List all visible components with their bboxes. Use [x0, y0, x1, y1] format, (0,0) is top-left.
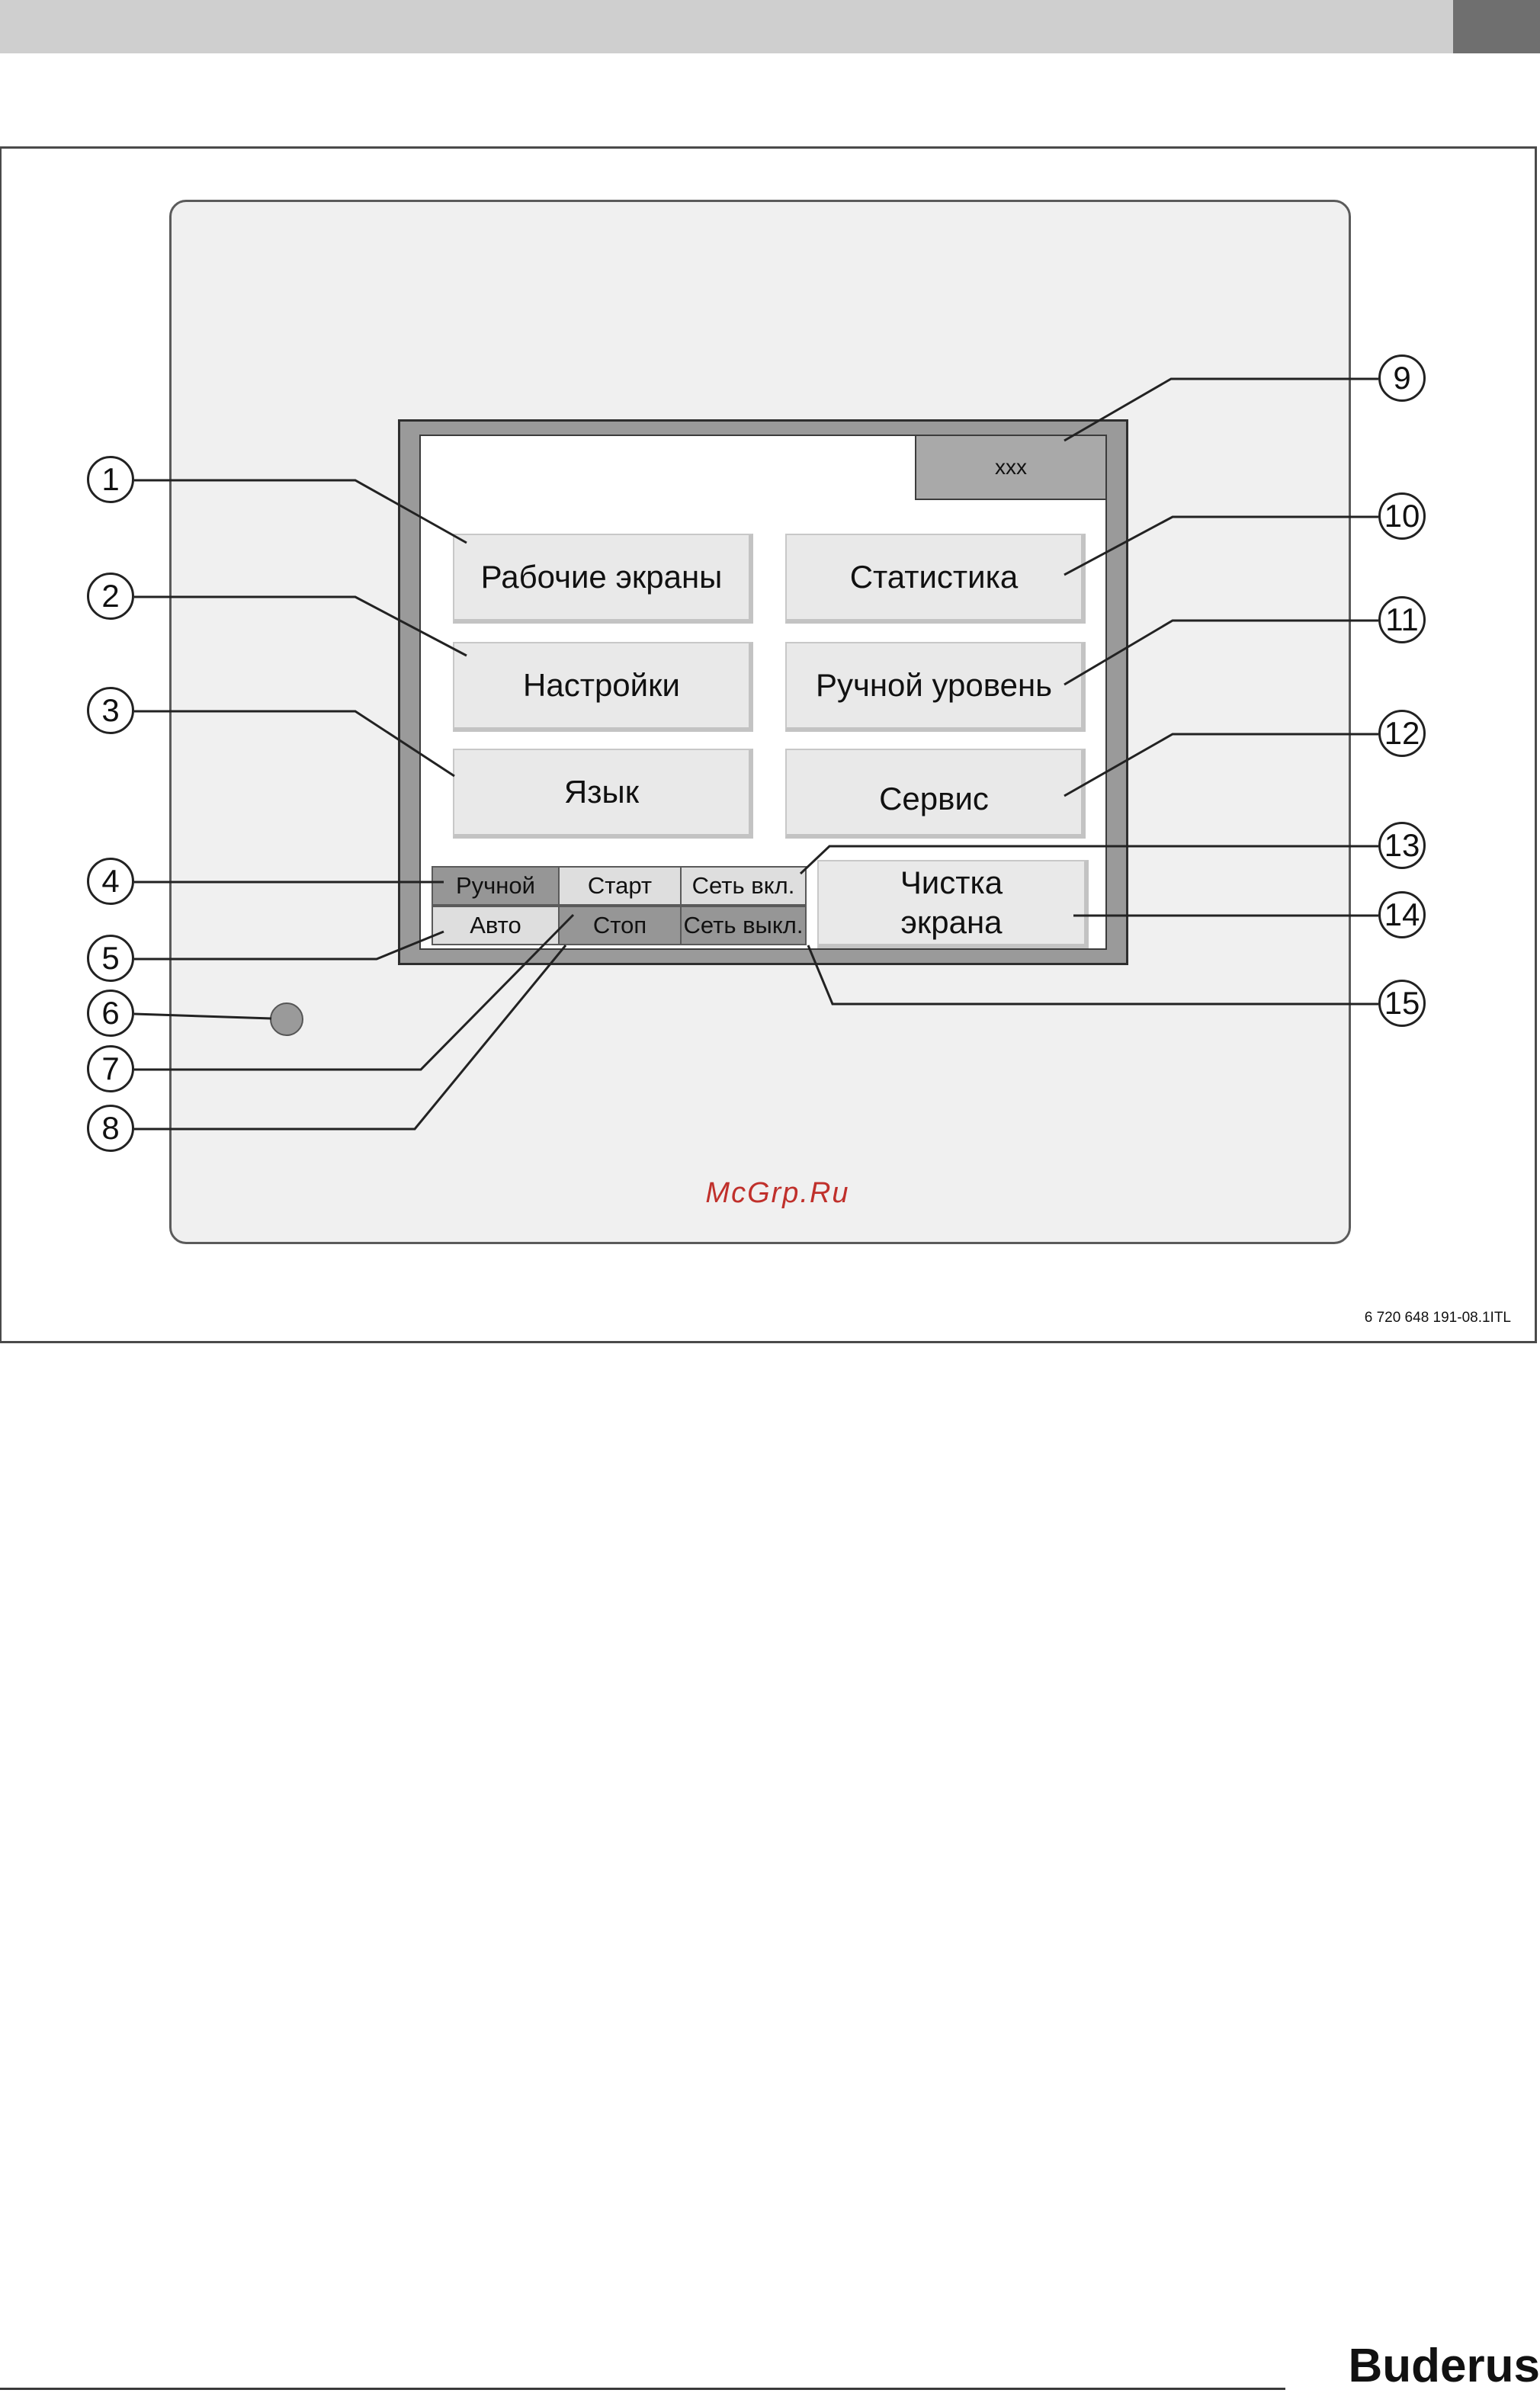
stop-indicator[interactable]: Стоп	[558, 906, 682, 945]
language-button[interactable]: Язык	[453, 749, 753, 839]
statistics-button[interactable]: Статистика	[785, 534, 1086, 624]
settings-button[interactable]: Настройки	[453, 642, 753, 732]
callout-1: 1	[87, 456, 134, 503]
brand-logo: Buderus	[1348, 2340, 1540, 2392]
work-screens-button[interactable]: Рабочие экраны	[453, 534, 753, 624]
callout-2: 2	[87, 573, 134, 620]
screen-cleaning-line1: Чистка	[900, 864, 1003, 900]
figure-code: 6 720 648 191-08.1ITL	[1364, 1310, 1511, 1326]
header-value-box: xxx	[915, 435, 1107, 500]
callout-7: 7	[87, 1045, 134, 1092]
manual-mode-indicator[interactable]: Ручной	[432, 866, 560, 906]
callout-10: 10	[1378, 492, 1426, 540]
callout-11: 11	[1378, 596, 1426, 643]
callout-15: 15	[1378, 980, 1426, 1027]
page-header-tab	[1453, 0, 1540, 53]
callout-5: 5	[87, 935, 134, 982]
screen-cleaning-button[interactable]	[817, 860, 1089, 948]
net-off-indicator[interactable]: Сеть выкл.	[680, 906, 807, 945]
manual-level-button[interactable]: Ручной уровень	[785, 642, 1086, 732]
watermark: McGrp.Ru	[705, 1177, 850, 1209]
net-on-indicator[interactable]: Сеть вкл.	[680, 866, 807, 906]
status-led	[270, 1002, 303, 1036]
callout-14: 14	[1378, 891, 1426, 938]
callout-6: 6	[87, 990, 134, 1037]
footer-rule	[0, 2388, 1285, 2390]
service-button[interactable]: Сервис	[785, 749, 1086, 839]
callout-8: 8	[87, 1105, 134, 1152]
start-indicator[interactable]: Старт	[558, 866, 682, 906]
screen-cleaning-line2: экрана	[900, 904, 1003, 940]
callout-13: 13	[1378, 822, 1426, 869]
callout-12: 12	[1378, 710, 1426, 757]
callout-3: 3	[87, 687, 134, 734]
callout-9: 9	[1378, 354, 1426, 402]
callout-4: 4	[87, 858, 134, 905]
page-header-band	[0, 0, 1453, 53]
auto-mode-indicator[interactable]: Авто	[432, 906, 560, 945]
